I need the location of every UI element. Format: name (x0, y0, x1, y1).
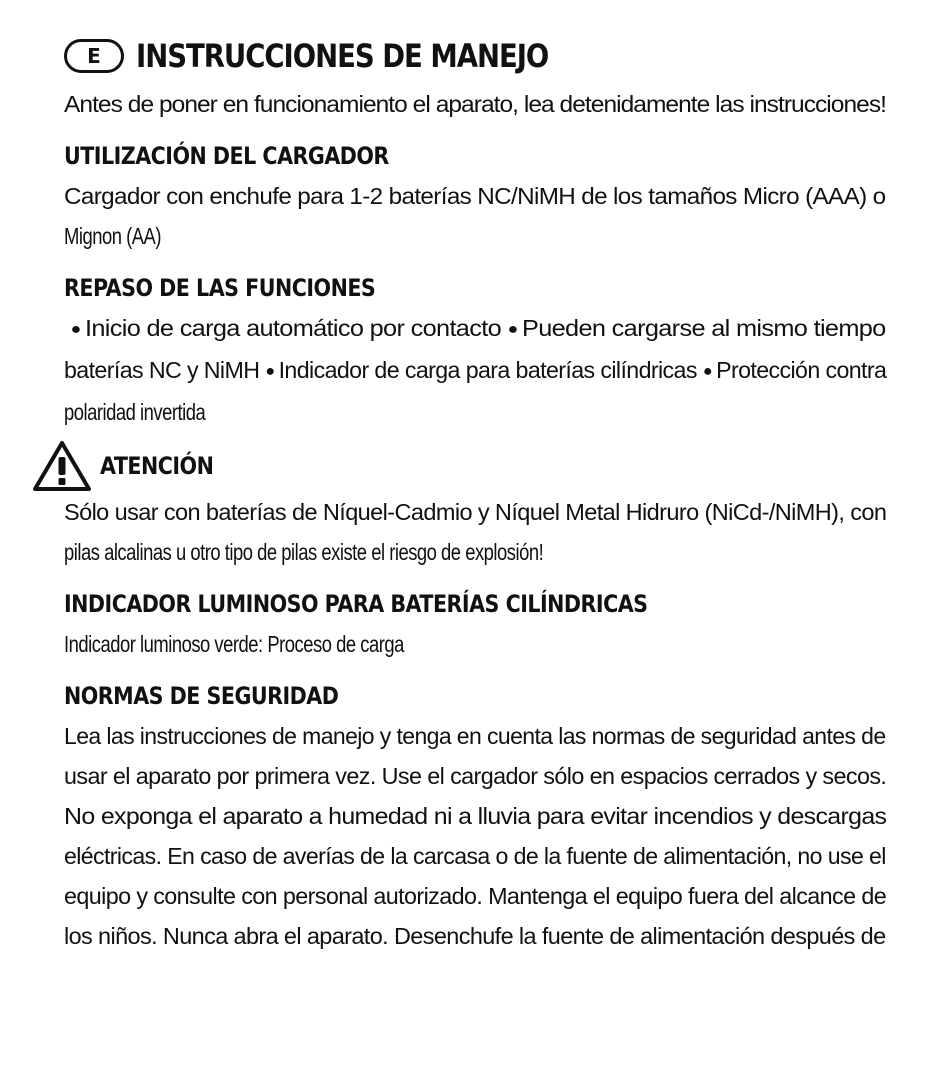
feature-line (64, 308, 886, 350)
section-seguridad (64, 676, 886, 956)
feature-item: baterías NC y NiMH (64, 356, 260, 383)
bullet-icon: ● (265, 362, 275, 380)
section-title-uso: UTILIZACIÓN DEL CARGADOR (64, 142, 389, 170)
bullet-icon: ● (507, 320, 518, 338)
text-line: Mignon (AA) (64, 223, 161, 249)
section-body-atencion (64, 492, 886, 572)
section-atencion (64, 440, 886, 572)
feature-line (64, 350, 886, 392)
text-line: No exponga el aparato a humedad ni a lluvia para evitar incendios y descargas (64, 802, 887, 829)
text-line: Cargador con enchufe para 1-2 baterías NC/NiMH de los tamaños Micro (AAA) o (64, 183, 886, 209)
text-line: eléctricas. En caso de averías de la carcasa o de la fuente de alimentación, no use el (64, 842, 886, 869)
section-funciones (64, 268, 886, 432)
section-body-indicador (64, 624, 886, 664)
text-line: equipo y consulte con personal autorizado. Mantenga el equipo fuera del alcance de (64, 882, 887, 909)
text-line: Lea las instrucciones de manejo y tenga en cuenta las normas de seguridad antes de (64, 722, 886, 749)
text-line: usar el aparato por primera vez. Use el cargador sólo en espacios cerrados y secos. (64, 762, 887, 789)
feature-line: polaridad invertida (64, 398, 206, 425)
intro-text: Antes de poner en funcionamiento el aparato, lea detenidamente las instrucciones! (64, 91, 886, 117)
text-line: pilas alcalinas u otro tipo de pilas existe el riesgo de explosión! (64, 538, 544, 565)
section-title-atencion: ATENCIÓN (100, 451, 214, 480)
text-line: Sólo usar con baterías de Níquel-Cadmio y Níquel Metal Hidruro (NiCd-/NiMH), con (64, 498, 887, 525)
section-title-funciones: REPASO DE LAS FUNCIONES (64, 274, 376, 302)
warning-triangle-icon (32, 440, 92, 492)
page-title: INSTRUCCIONES DE MANEJO (136, 37, 549, 75)
section-body-funciones (64, 308, 886, 432)
feature-item: Inicio de carga automático por contacto (84, 315, 502, 341)
warning-header (32, 440, 886, 492)
bullet-icon: ● (702, 362, 713, 380)
language-badge: E (64, 39, 124, 73)
text-line: Indicador luminoso verde: Proceso de carga (64, 630, 404, 657)
feature-item: Indicador de carga para baterías cilíndricas (278, 356, 697, 383)
bullet-icon: ● (70, 320, 81, 338)
section-body-uso (64, 176, 886, 256)
section-indicador (64, 584, 886, 664)
feature-item: Protección contra (716, 356, 887, 383)
section-uso (64, 136, 886, 256)
title-row (64, 28, 886, 84)
manual-page (64, 28, 886, 956)
section-title-indicador: INDICADOR LUMINOSO PARA BATERÍAS CILÍNDRICAS (64, 589, 648, 618)
text-line: los niños. Nunca abra el aparato. Desenchufe la fuente de alimentación después de (64, 922, 886, 949)
section-body-seguridad (64, 716, 886, 956)
section-title-seguridad: NORMAS DE SEGURIDAD (64, 681, 339, 710)
feature-item: Pueden cargarse al mismo tiempo (522, 315, 886, 341)
